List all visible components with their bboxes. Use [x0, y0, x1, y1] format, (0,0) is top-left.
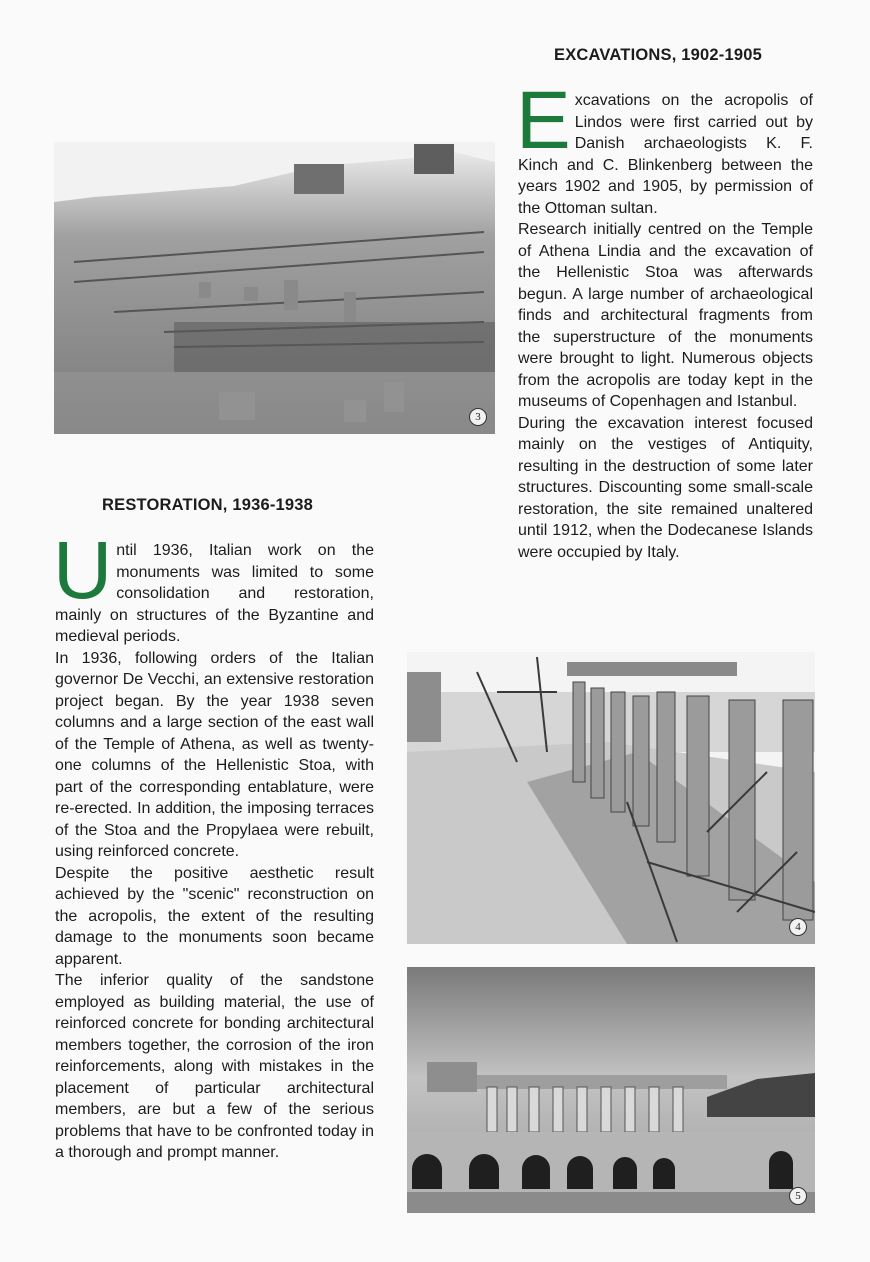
excavations-heading: EXCAVATIONS, 1902-1905 — [554, 46, 762, 64]
restoration-paragraph-2: In 1936, following orders of the Italian governor De Vecchi, an extensive restoration project began. By the year 1938 seven columns and a large section of the east wall of the Temple of Athena, as well as twenty-one columns of the Hellenistic Stoa, with part of the corresponding entablature, were re-erected. In addition, the imposing terraces of the Stoa and the Propylaea were rebuilt, using reinforced concrete. — [55, 649, 374, 860]
restoration-paragraph-4: The inferior quality of the sandstone employed as building material, the use of reinforced concrete for bonding architectural members together, the corrosion of the iron reinforcements, along with mistakes in the placement of particular architectural members, are but a few of the serious problems that have to be confronted today in a thorough and prompt manner. — [55, 972, 374, 1161]
figure-number-badge: 4 — [789, 918, 807, 936]
figure-number-badge: 5 — [789, 1187, 807, 1205]
photo-excavation-ruins — [54, 142, 495, 434]
restoration-paragraph-1-text: ntil 1936, Italian work on the monuments was limited to some consolidation and restoration, mainly on structures of the Byzantine and medieval periods. — [55, 542, 374, 645]
restoration-text-column — [53, 525, 374, 1164]
excavations-text-column — [516, 75, 813, 563]
excavations-paragraph-1 — [516, 75, 813, 219]
restoration-paragraph-3: Despite the positive aesthetic result achieved by the "scenic" reconstruction on the acropolis, the extent of the resulting damage to the monuments soon became apparent. — [55, 864, 374, 968]
excavations-paragraph-2: Research initially centred on the Temple of Athena Lindia and the excavation of the Hellenistic Stoa was afterwards begun. A large number of archaeological finds and architectural fragments from the superstructure of the monuments were brought to light. Numerous objects from the acropolis are today kept in the museums of Copenhagen and Istanbul. — [518, 221, 813, 410]
figure-number-badge: 3 — [469, 408, 487, 426]
drop-cap-u: U — [53, 525, 113, 616]
excavations-paragraph-1-text: xcavations on the acropolis of Lindos were first carried out by Danish archaeologists K. F. Kinch and C. Blinkenberg between the years 1902 and 1905, by permission of the Ottoman sultan. — [518, 92, 813, 217]
drop-cap-e: E — [516, 75, 571, 166]
excavations-paragraph-3: During the excavation interest focused mainly on the vestiges of Antiquity, resulting in the destruction of some later structures. Discounting some small-scale restoration, the site remained unaltered until 1912, when the Dodecanese Islands were occupied by Italy. — [518, 414, 813, 561]
restoration-paragraph-1 — [53, 525, 374, 648]
photo-columns-scaffolding — [407, 652, 815, 944]
restoration-heading: RESTORATION, 1936-1938 — [102, 496, 314, 514]
photo-restored-stoa — [407, 967, 815, 1213]
